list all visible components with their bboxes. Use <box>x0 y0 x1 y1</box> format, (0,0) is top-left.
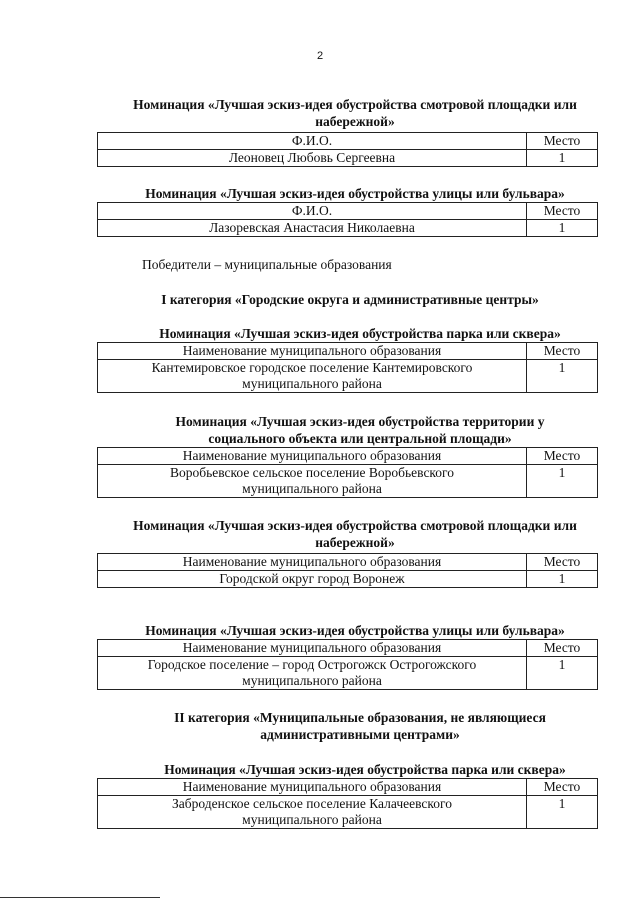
winners-heading: Победители – муниципальные образования <box>142 257 392 272</box>
column-header-name: Наименование муниципального образования <box>98 343 527 360</box>
column-header-name: Наименование муниципального образования <box>98 448 527 465</box>
table-cell-name: Городской округ город Воронеж <box>98 571 527 588</box>
table-cell-name: Леоновец Любовь Сергеевна <box>98 150 527 167</box>
column-header-place: Место <box>527 203 598 220</box>
nomination-2-title: Номинация «Лучшая эскиз-идея обустройства улицы или бульвара» <box>145 186 565 201</box>
nomination-2-table <box>97 202 598 237</box>
nomination-5-title: Номинация «Лучшая эскиз-идея обустройства смотровой площадки или набережной» <box>133 518 577 550</box>
page-number: 2 <box>316 50 324 62</box>
nomination-6-table <box>97 639 598 690</box>
column-header-place: Место <box>527 779 598 796</box>
nomination-5-table <box>97 553 598 588</box>
column-header-place: Место <box>527 554 598 571</box>
table-cell-place: 1 <box>527 220 598 237</box>
nomination-3-table <box>97 342 598 393</box>
column-header-name: Наименование муниципального образования <box>98 640 527 657</box>
table-cell-place: 1 <box>527 796 598 829</box>
column-header-place: Место <box>527 133 598 150</box>
column-header-name: Ф.И.О. <box>98 203 527 220</box>
table-cell-place: 1 <box>527 150 598 167</box>
nomination-1-table <box>97 132 598 167</box>
table-cell-place: 1 <box>527 571 598 588</box>
column-header-place: Место <box>527 343 598 360</box>
column-header-name: Наименование муниципального образования <box>98 779 527 796</box>
category-2-title: II категория «Муниципальные образования, не являющиеся административными центрами» <box>174 710 546 742</box>
nomination-4-title: Номинация «Лучшая эскиз-идея обустройства территории у социального объекта или центральной площади» <box>175 414 545 446</box>
table-cell-place: 1 <box>527 360 598 393</box>
table-cell-name: Лазоревская Анастасия Николаевна <box>98 220 527 237</box>
column-header-name: Наименование муниципального образования <box>98 554 527 571</box>
nomination-7-table <box>97 778 598 829</box>
footer-rule <box>0 897 160 898</box>
nomination-3-title: Номинация «Лучшая эскиз-идея обустройства парка или сквера» <box>159 326 561 341</box>
table-cell-place: 1 <box>527 465 598 498</box>
nomination-7-title: Номинация «Лучшая эскиз-идея обустройства парка или сквера» <box>164 762 566 777</box>
column-header-place: Место <box>527 640 598 657</box>
table-cell-name: Кантемировское городское поселение Кантемировского муниципального района <box>98 360 527 393</box>
nomination-6-title: Номинация «Лучшая эскиз-идея обустройства улицы или бульвара» <box>145 623 565 638</box>
nomination-4-table <box>97 447 598 498</box>
table-cell-name: Городское поселение – город Острогожск Острогожского муниципального района <box>98 657 527 690</box>
column-header-name: Ф.И.О. <box>98 133 527 150</box>
table-cell-name: Воробьевское сельское поселение Воробьевского муниципального района <box>98 465 527 498</box>
table-cell-name: Заброденское сельское поселение Калачеевского муниципального района <box>98 796 527 829</box>
nomination-1-title: Номинация «Лучшая эскиз-идея обустройства смотровой площадки или набережной» <box>133 97 577 129</box>
category-1-title: I категория «Городские округа и административные центры» <box>161 292 539 307</box>
table-cell-place: 1 <box>527 657 598 690</box>
column-header-place: Место <box>527 448 598 465</box>
